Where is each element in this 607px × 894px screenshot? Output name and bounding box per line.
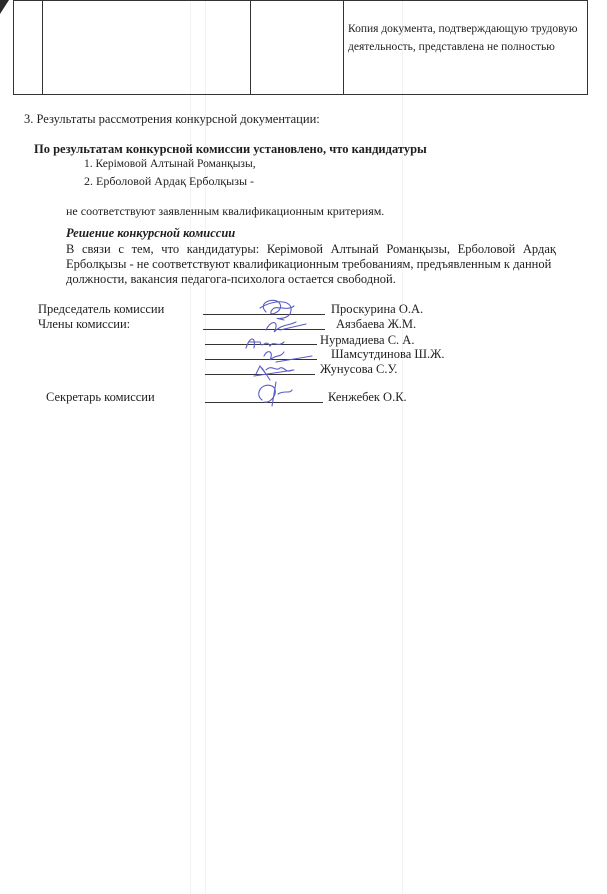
decision-line-2: Ерболқызы - не соответствуют квалификационным требованиям, предъявленным к данной <box>66 257 552 271</box>
members-label: Члены комиссии: <box>38 317 131 331</box>
section-3-heading: 3. Результаты рассмотрения конкурсной документации: <box>24 112 320 126</box>
handwritten-signatures <box>236 290 346 420</box>
table-cell <box>43 1 251 95</box>
scan-artifact-line <box>190 0 191 894</box>
candidate-2: 2. Ерболовой Ардақ Ерболқызы - <box>84 174 254 188</box>
decision-heading: Решение конкурсной комиссии <box>66 226 236 240</box>
not-meet-criteria-text: не соответствуют заявленным квалификационным критериям. <box>66 204 385 218</box>
chair-label: Председатель комиссии <box>38 302 165 316</box>
candidate-1: 1. Керімовой Алтынай Романқызы, <box>84 158 256 170</box>
scan-artifact-line <box>402 0 403 894</box>
commission-finding-heading: По результатам конкурсной комиссии установлено, что кандидатуры <box>34 142 427 156</box>
decision-line-3: должности, вакансия педагога-психолога остается свободной. <box>66 272 396 286</box>
signatory-name: Шамсутдинова Ш.Ж. <box>331 347 445 361</box>
table-cell-copy-text: Копия документа, подтверждающую трудовую деятельность, представлена не полностью <box>344 1 588 95</box>
signatory-name: Жунусова С.У. <box>320 362 398 376</box>
candidate-table-fragment <box>13 0 588 95</box>
signatory-name: Кенжебек О.К. <box>328 390 407 404</box>
scan-corner-mark <box>0 0 9 14</box>
scan-artifact-line <box>205 0 206 894</box>
table-cell <box>251 1 344 95</box>
secretary-label: Секретарь комиссии <box>46 390 155 404</box>
signatory-name: Нурмадиева С. А. <box>320 333 415 347</box>
signatory-name: Аязбаева Ж.М. <box>336 317 417 331</box>
signatory-name: Проскурина О.А. <box>331 302 424 316</box>
table-cell <box>14 1 43 95</box>
decision-line-1: В связи с тем, что кандидатуры: Керімовой Алтынай Романқызы, Ерболовой Ардақ <box>66 242 556 256</box>
